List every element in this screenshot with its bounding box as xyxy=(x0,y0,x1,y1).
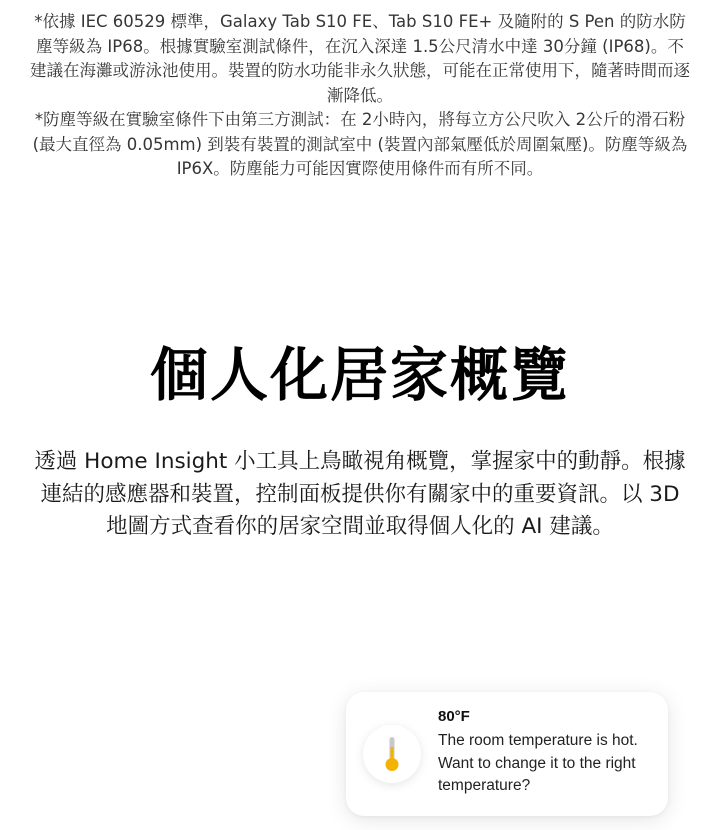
disclaimer-block xyxy=(28,10,692,182)
section-title: 個人化居家概覽 xyxy=(149,341,570,409)
waterproof-disclaimer: *依據 IEC 60529 標準，Galaxy Tab S10 FE、Tab S10 FE+ 及隨附的 S Pen 的防水防塵等級為 IP68。根據實驗室測試條件，在沉入深達 1.5公尺清水中達 30分鐘 (IP68)。不建議在海灘或游泳池使用。裝置的防水功能非永久狀態，可能在正常使用下，隨著時間而逐漸降低。 xyxy=(30,12,690,105)
temperature-notification-card[interactable] xyxy=(346,692,668,816)
section-description: 透過 Home Insight 小工具上鳥瞰視角概覽，掌握家中的動靜。根據連結的感應器和裝置，控制面板提供你有關家中的重要資訊。以 3D 地圖方式查看你的居家空間並取得個人化的 AI 建議。 xyxy=(34,449,686,539)
notification-text xyxy=(438,707,660,798)
notification-message: The room temperature is hot. Want to change it to the right temperature? xyxy=(438,732,638,794)
temperature-readout: 80°F xyxy=(438,708,470,725)
dustproof-disclaimer: *防塵等級在實驗室條件下由第三方測試：在 2小時內，將每立方公尺吹入 2公斤的滑石粉 (最大直徑為 0.05mm) 到裝有裝置的測試室中 (裝置內部氣壓低於周圍氣壓)。防塵等級為 IP6X。防塵能力可能因實際使用條件而有所不同。 xyxy=(32,110,688,178)
thermometer-icon xyxy=(382,735,402,773)
thermometer-icon-badge xyxy=(363,725,421,783)
